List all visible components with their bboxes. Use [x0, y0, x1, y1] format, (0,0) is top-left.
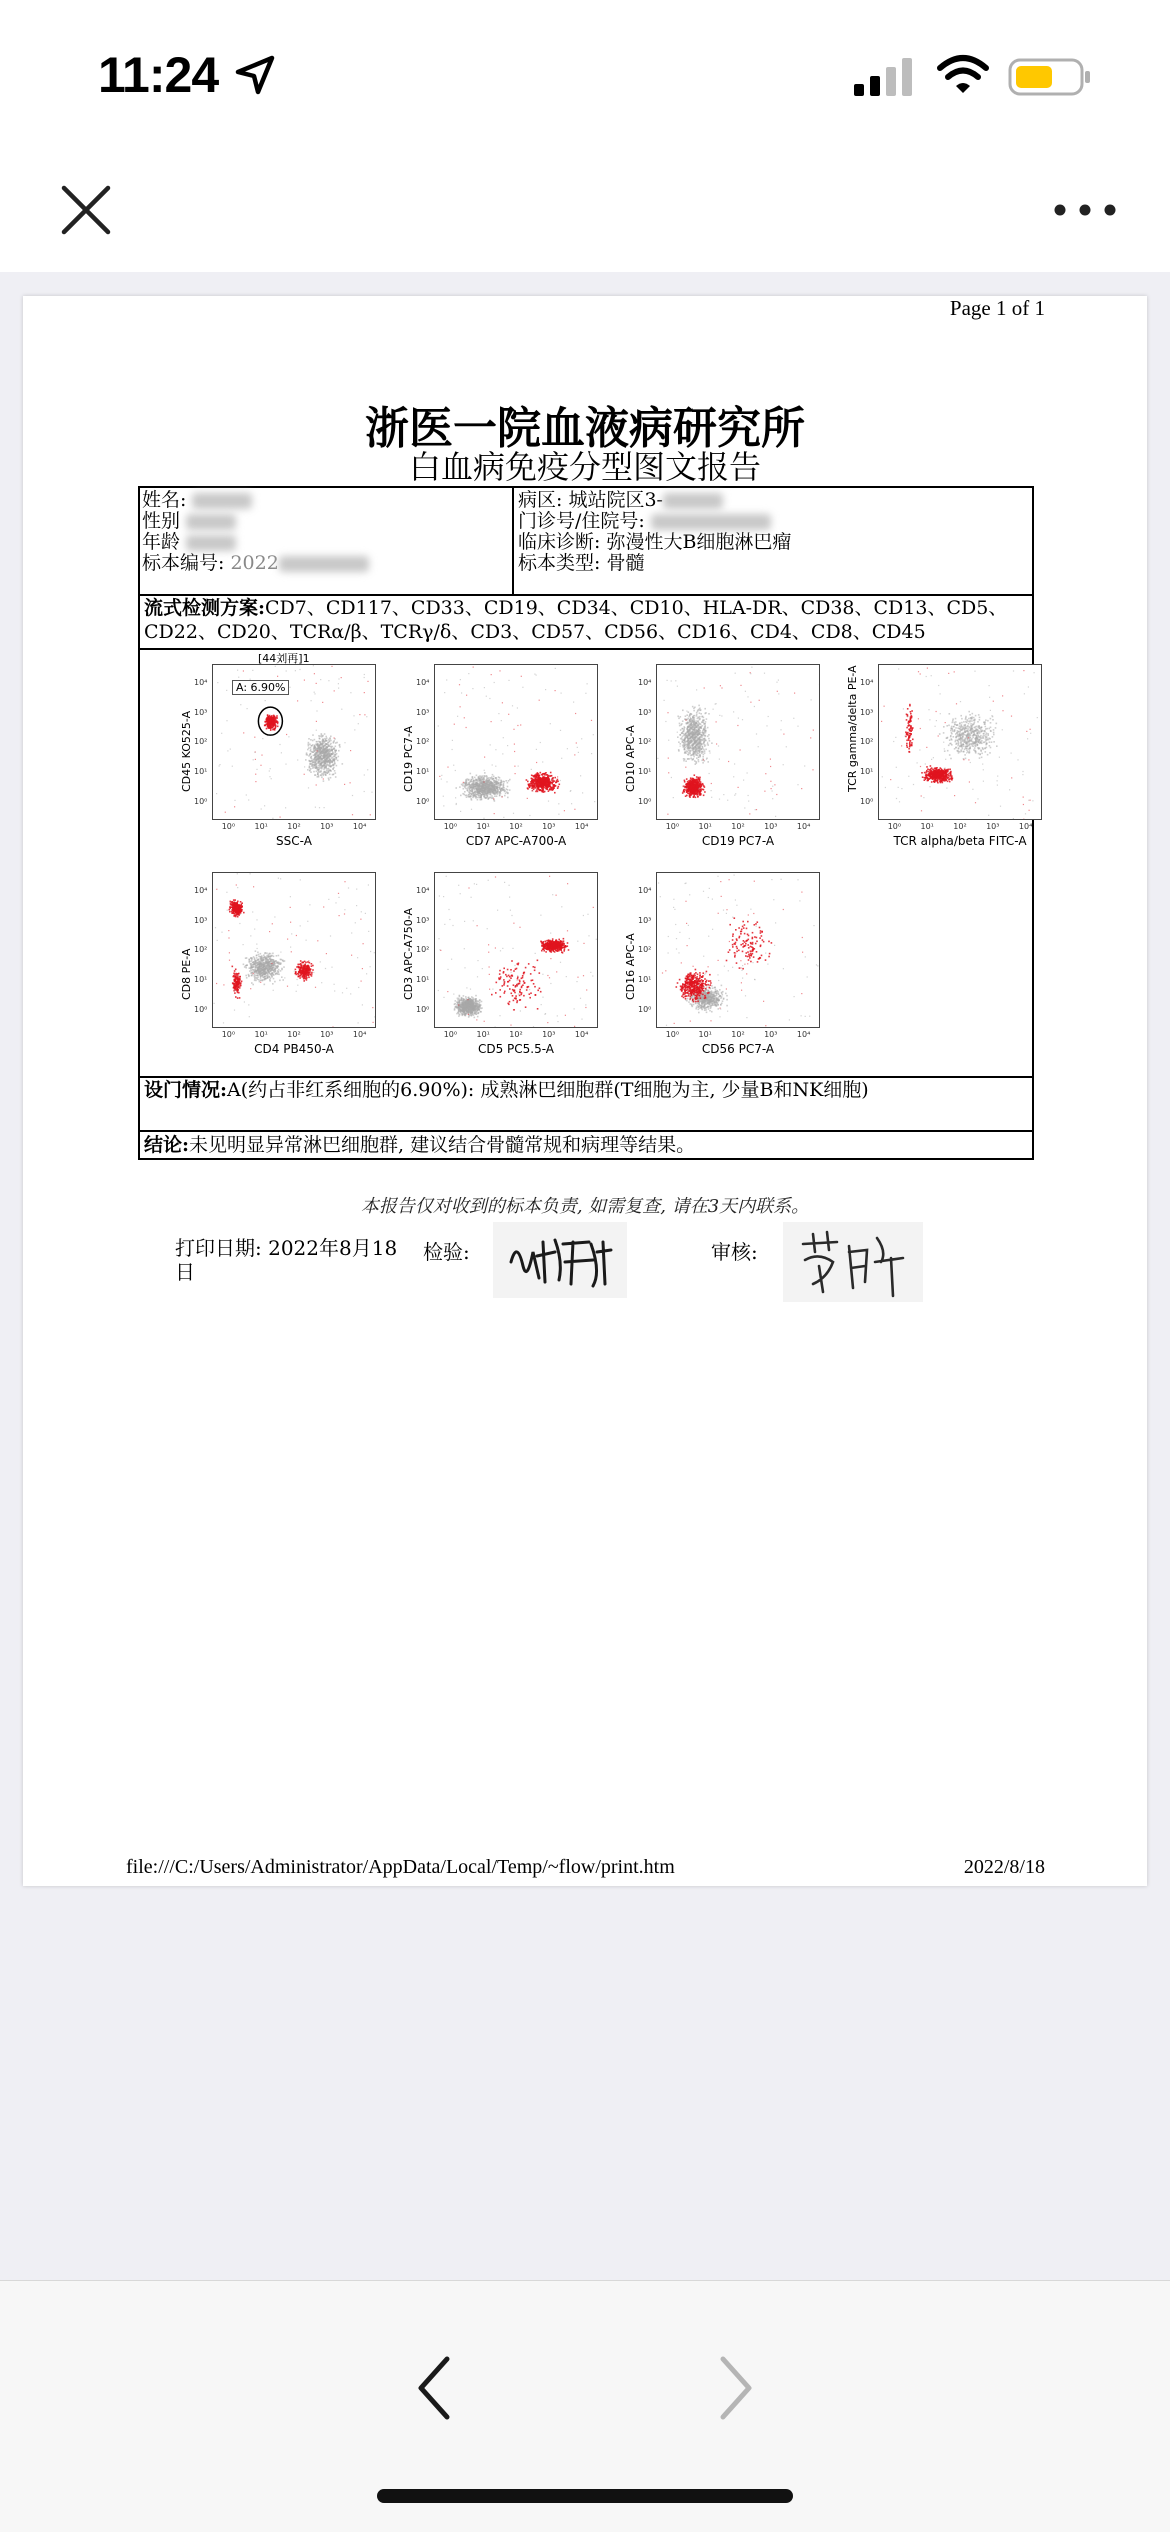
- y-tick-labels: [638, 876, 651, 1024]
- review-label: 审核:: [711, 1240, 758, 1264]
- redacted-outpatient-no: [651, 514, 771, 530]
- plot-y-axis-label: CD19 PC7-A: [402, 725, 415, 792]
- x-tick: 10⁴: [796, 822, 811, 831]
- y-tick: 10³: [638, 915, 652, 925]
- x-tick: 10¹: [698, 1030, 712, 1039]
- protocol-label: 流式检测方案:: [144, 597, 266, 619]
- checker-signature: [493, 1222, 627, 1298]
- redacted-age: [186, 535, 236, 551]
- battery-icon: [1008, 58, 1092, 96]
- patient-info-right: [518, 490, 1028, 574]
- protocol-text: CD7、CD117、CD33、CD19、CD34、CD10、HLA-DR、CD38、CD13、CD5、CD22、CD20、TCRα/β、TCRγ/δ、CD3、CD57、CD56、CD16、CD4、CD8、CD45: [144, 597, 1008, 643]
- redacted-name: [192, 493, 252, 509]
- flow-plot: [402, 872, 598, 1064]
- x-tick-labels: [212, 1030, 376, 1039]
- y-tick: 10¹: [416, 767, 430, 777]
- y-tick: 10²: [194, 737, 208, 747]
- conclusion-label: 结论:: [144, 1134, 190, 1156]
- more-icon[interactable]: [1050, 190, 1120, 230]
- home-indicator: [377, 2489, 793, 2503]
- footer-file-path: file:///C:/Users/Administrator/AppData/Local/Temp/~flow/print.htm: [126, 1856, 675, 1878]
- x-tick-labels: [434, 822, 598, 831]
- disclaimer-text: 本报告仅对收到的标本负责, 如需复查, 请在3天内联系。: [360, 1196, 810, 1217]
- gate-label: A: 6.90%: [232, 680, 289, 695]
- y-tick: 10¹: [194, 767, 208, 777]
- gating-text: A(约占非红系细胞的6.90%): 成熟淋巴细胞群(T细胞为主, 少量B和NK细胞): [227, 1079, 869, 1101]
- gating-section: [144, 1078, 1028, 1102]
- name-label: 姓名:: [142, 489, 187, 511]
- x-tick: 10⁰: [443, 822, 458, 831]
- x-tick: 10⁴: [352, 1030, 367, 1039]
- x-tick: 10¹: [254, 1030, 268, 1039]
- x-tick: 10⁰: [221, 822, 236, 831]
- y-tick: 10²: [416, 945, 430, 955]
- plot-frame: [434, 872, 598, 1028]
- protocol-section: [144, 596, 1028, 644]
- check-label: 检验:: [423, 1240, 470, 1264]
- x-tick: 10²: [287, 822, 301, 831]
- close-icon[interactable]: [56, 180, 116, 240]
- top-nav: [0, 150, 1170, 272]
- x-tick-labels: [212, 822, 376, 831]
- flow-plots-area: [140, 650, 1032, 1074]
- footer-date: 2022/8/18: [963, 1856, 1045, 1878]
- status-bar: [0, 0, 1170, 150]
- x-tick: 10²: [509, 822, 523, 831]
- flow-plot: [624, 872, 820, 1064]
- y-tick: 10³: [638, 707, 652, 717]
- plot-header: [44刘再]1: [258, 652, 310, 665]
- x-tick: 10⁴: [1018, 822, 1033, 831]
- plot-y-axis-label: TCR gamma/delta PE-A: [846, 665, 859, 792]
- ward-text: 病区: 城站院区3-: [518, 489, 663, 511]
- x-tick-labels: [656, 1030, 820, 1039]
- x-tick: 10¹: [476, 822, 490, 831]
- event-dots: [435, 665, 598, 820]
- x-tick: 10²: [287, 1030, 301, 1039]
- y-tick: 10⁰: [860, 796, 874, 806]
- y-tick: 10³: [194, 707, 208, 717]
- y-tick: 10⁴: [638, 678, 652, 688]
- status-time: 11:24: [98, 47, 219, 103]
- plot-y-axis-label: CD16 APC-A: [624, 933, 637, 1000]
- x-tick: 10³: [542, 822, 556, 831]
- x-tick: 10²: [509, 1030, 523, 1039]
- x-tick: 10²: [731, 1030, 745, 1039]
- y-tick: 10²: [416, 737, 430, 747]
- x-tick: 10⁴: [352, 822, 367, 831]
- x-tick: 10¹: [254, 822, 268, 831]
- outpatient-label: 门诊号/住院号:: [518, 510, 645, 532]
- y-tick: 10⁴: [194, 678, 208, 688]
- report-subtitle: 白血病免疫分型图文报告: [408, 448, 761, 486]
- y-tick: 10⁴: [860, 678, 874, 688]
- y-tick-labels: [416, 668, 429, 816]
- plot-frame: [434, 664, 598, 820]
- gender-label: 性别: [142, 510, 181, 532]
- y-tick: 10⁴: [416, 886, 430, 896]
- x-tick: 10⁰: [443, 1030, 458, 1039]
- report-table: [138, 486, 1034, 1160]
- x-tick: 10³: [320, 822, 334, 831]
- y-tick: 10⁴: [416, 678, 430, 688]
- diagnosis-text: 临床诊断: 弥漫性大B细胞淋巴瘤: [518, 531, 792, 553]
- x-tick: 10³: [542, 1030, 556, 1039]
- y-tick-labels: [194, 876, 207, 1024]
- gating-label: 设门情况:: [144, 1079, 228, 1101]
- x-tick: 10⁰: [887, 822, 902, 831]
- y-tick: 10¹: [416, 975, 430, 985]
- y-tick-labels: [860, 668, 873, 816]
- patient-info-left: [142, 490, 502, 574]
- y-tick: 10⁰: [194, 796, 208, 806]
- plot-y-axis-label: CD10 APC-A: [624, 725, 637, 792]
- plot-y-axis-label: CD8 PE-A: [180, 948, 193, 1000]
- conclusion-text: 未见明显异常淋巴细胞群, 建议结合骨髓常规和病理等结果。: [189, 1134, 696, 1156]
- y-tick: 10³: [416, 707, 430, 717]
- x-tick: 10¹: [698, 822, 712, 831]
- x-tick-labels: [656, 822, 820, 831]
- y-tick-labels: [416, 876, 429, 1024]
- age-label: 年龄: [142, 531, 181, 553]
- plot-y-axis-label: CD45 KO525-A: [180, 710, 193, 792]
- x-tick: 10²: [731, 822, 745, 831]
- plot-frame: [212, 872, 376, 1028]
- redacted-gender: [186, 514, 236, 530]
- y-tick: 10⁰: [194, 1004, 208, 1014]
- plot-x-axis-label: CD5 PC5.5-A: [477, 1042, 555, 1056]
- report-page: [23, 296, 1147, 1886]
- y-tick: 10⁴: [638, 886, 652, 896]
- event-dots: [657, 665, 820, 820]
- print-date: 打印日期: 2022年8月18日: [175, 1236, 398, 1284]
- y-tick: 10⁰: [416, 796, 430, 806]
- event-dots: [657, 873, 820, 1028]
- x-tick: 10⁴: [574, 1030, 589, 1039]
- flow-plot: [846, 664, 1042, 856]
- x-tick: 10⁰: [221, 1030, 236, 1039]
- y-tick: 10⁴: [194, 886, 208, 896]
- cell-signal-icon: [852, 56, 916, 98]
- y-tick: 10³: [194, 915, 208, 925]
- x-tick: 10¹: [476, 1030, 490, 1039]
- x-tick: 10⁰: [665, 822, 680, 831]
- x-tick: 10²: [953, 822, 967, 831]
- y-tick-labels: [194, 668, 207, 816]
- x-tick-labels: [878, 822, 1042, 831]
- x-tick: 10³: [764, 822, 778, 831]
- event-dots: [879, 665, 1042, 820]
- wifi-icon: [936, 54, 990, 96]
- plot-x-axis-label: SSC-A: [276, 834, 312, 848]
- plot-x-axis-label: CD19 PC7-A: [701, 834, 775, 848]
- location-arrow-icon: [232, 52, 278, 98]
- report-title: 浙医一院血液病研究所: [365, 403, 805, 454]
- flow-plot: [624, 664, 820, 856]
- y-tick: 10²: [860, 737, 874, 747]
- y-tick: 10¹: [860, 767, 874, 777]
- redacted-ward: [663, 493, 723, 509]
- page-indicator: Page 1 of 1: [949, 296, 1045, 320]
- plot-y-axis-label: CD3 APC-A750-A: [402, 908, 415, 1000]
- plot-frame: [878, 664, 1042, 820]
- flow-plot: [180, 652, 376, 856]
- y-tick: 10⁰: [638, 1004, 652, 1014]
- y-tick: 10²: [638, 945, 652, 955]
- x-tick: 10⁰: [665, 1030, 680, 1039]
- x-tick: 10³: [320, 1030, 334, 1039]
- x-tick: 10⁴: [796, 1030, 811, 1039]
- y-tick: 10²: [638, 737, 652, 747]
- event-dots: [435, 873, 598, 1028]
- plot-x-axis-label: CD7 APC-A700-A: [465, 834, 567, 848]
- sample-no-label: 标本编号:: [142, 552, 225, 574]
- y-tick: 10¹: [638, 975, 652, 985]
- x-tick-labels: [434, 1030, 598, 1039]
- y-tick-labels: [638, 668, 651, 816]
- conclusion-section: [144, 1133, 1028, 1157]
- flow-plot: [402, 664, 598, 856]
- redacted-sample-no: [279, 556, 369, 572]
- x-tick: 10⁴: [574, 822, 589, 831]
- y-tick: 10¹: [194, 975, 208, 985]
- event-dots: [213, 873, 376, 1028]
- y-tick: 10⁰: [416, 1004, 430, 1014]
- x-tick: 10³: [764, 1030, 778, 1039]
- y-tick: 10³: [860, 707, 874, 717]
- sample-type-text: 标本类型: 骨髓: [518, 552, 645, 574]
- y-tick: 10³: [416, 915, 430, 925]
- plot-x-axis-label: CD4 PB450-A: [254, 1042, 334, 1056]
- reviewer-signature: [783, 1222, 923, 1302]
- chevron-left-icon[interactable]: [405, 2351, 465, 2425]
- sample-no-partial: 2022: [230, 552, 279, 574]
- plot-x-axis-label: TCR alpha/beta FITC-A: [893, 834, 1027, 848]
- plot-x-axis-label: CD56 PC7-A: [701, 1042, 775, 1056]
- y-tick: 10¹: [638, 767, 652, 777]
- plot-frame: [656, 872, 820, 1028]
- document-viewer[interactable]: [0, 272, 1170, 2280]
- y-tick: 10²: [194, 945, 208, 955]
- chevron-right-icon[interactable]: [705, 2351, 765, 2425]
- x-tick: 10³: [986, 822, 1000, 831]
- plot-frame: [656, 664, 820, 820]
- x-tick: 10¹: [920, 822, 934, 831]
- flow-plot: [180, 872, 376, 1064]
- y-tick: 10⁰: [638, 796, 652, 806]
